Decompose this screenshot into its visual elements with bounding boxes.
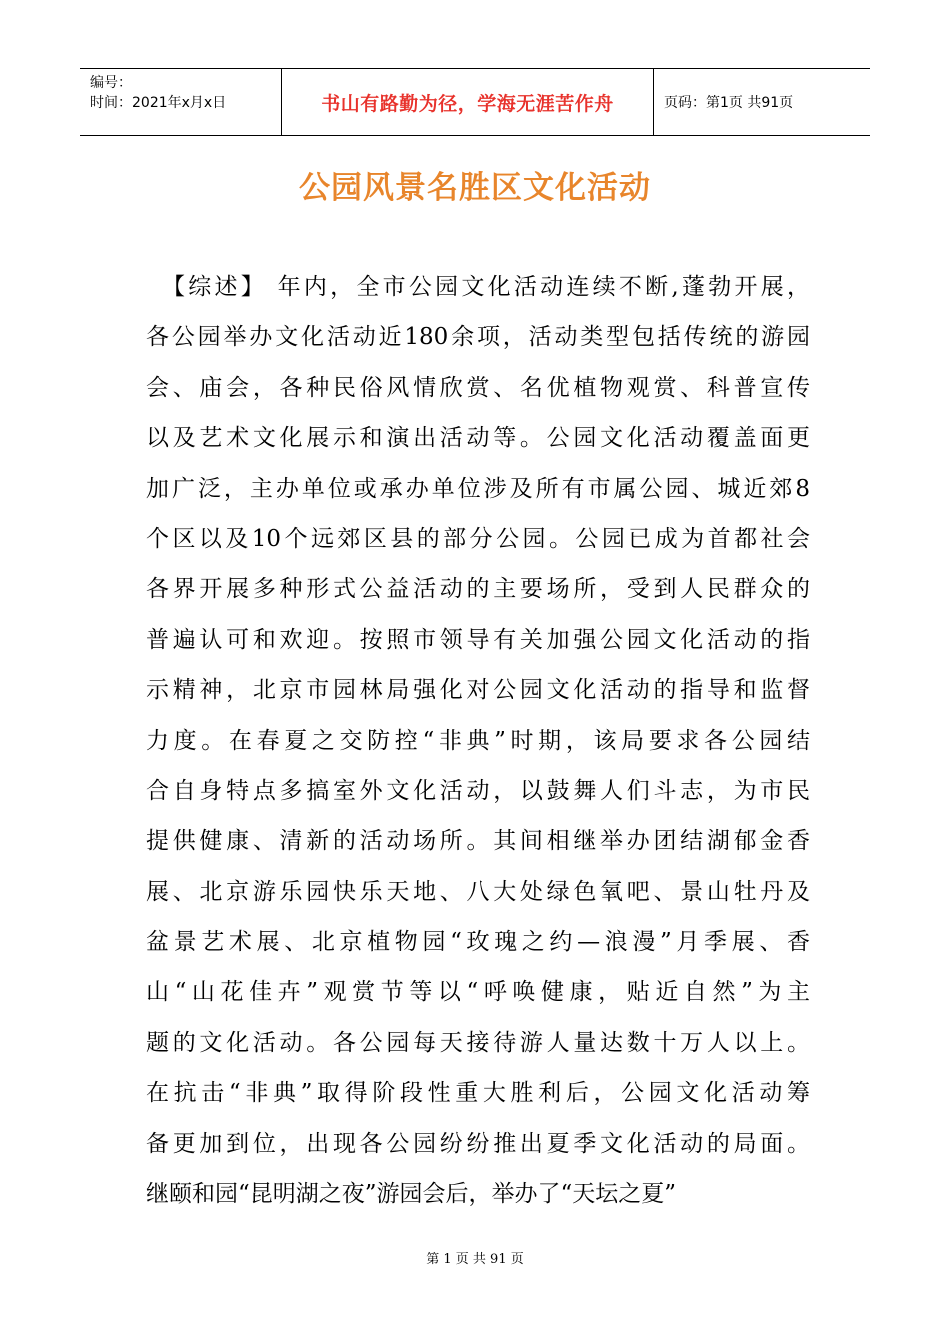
- body-line: 以及艺术文化展示和演出活动等。公园文化活动覆盖面更: [146, 425, 810, 452]
- page-info: 页码：第1页 共91页: [664, 95, 794, 111]
- serial-number-label: 编号：: [90, 75, 132, 91]
- body-line: 会、庙会，各种民俗风情欣赏、名优植物观赏、科普宣传: [146, 374, 810, 401]
- body-line: 备更加到位，出现各公园纷纷推出夏季文化活动的局面。: [146, 1130, 810, 1157]
- header-meta-cell: [80, 69, 282, 135]
- body-line: 个区以及10个远郊区县的部分公园。公园已成为首都社会: [146, 525, 810, 552]
- body-line: 普遍认可和欢迎。按照市领导有关加强公园文化活动的指: [146, 626, 810, 653]
- page-footer: [0, 1248, 950, 1267]
- header-page-cell: [654, 69, 870, 135]
- body-line: 展、北京游乐园快乐天地、八大处绿色氧吧、景山牡丹及: [146, 878, 810, 905]
- body-line: 示精神，北京市园林局强化对公园文化活动的指导和监督: [146, 677, 810, 704]
- motto-text: 书山有路勤为径，学海无涯苦作舟: [321, 92, 614, 115]
- body-line: 合自身特点多搞室外文化活动，以鼓舞人们斗志，为市民: [146, 777, 810, 804]
- body-line: 提供健康、清新的活动场所。其间相继举办团结湖郁金香: [146, 828, 810, 855]
- document-body: [146, 262, 810, 1219]
- body-line: 加广泛，主办单位或承办单位涉及所有市属公园、城近郊8: [146, 475, 810, 502]
- document-header: [80, 68, 870, 136]
- date-label: 时间：2021年x月x日: [90, 95, 227, 111]
- header-motto-cell: [282, 69, 654, 135]
- body-line: 力度。在春夏之交防控“非典”时期，该局要求各公园结: [146, 727, 810, 754]
- body-line: 盆景艺术展、北京植物园“玫瑰之约—浪漫”月季展、香: [146, 929, 810, 956]
- body-line: 在抗击“非典”取得阶段性重大胜利后，公园文化活动筹: [146, 1080, 810, 1107]
- body-line: 【综述】 年内，全市公园文化活动连续不断,蓬勃开展，: [162, 274, 810, 300]
- body-line: 各界开展多种形式公益活动的主要场所，受到人民群众的: [146, 576, 810, 603]
- document-title: 公园风景名胜区文化活动: [299, 170, 651, 206]
- body-line: 题的文化活动。各公园每天接待游人量达数十万人以上。: [146, 1029, 810, 1056]
- body-line: 继颐和园“昆明湖之夜”游园会后，举办了“天坛之夏”: [146, 1181, 677, 1208]
- footer-page-number: 第 1 页 共 91 页: [426, 1252, 524, 1267]
- body-line: 山“山花佳卉”观赏节等以“呼唤健康，贴近自然”为主: [146, 979, 810, 1006]
- body-line: 各公园举办文化活动近180余项，活动类型包括传统的游园: [146, 324, 810, 351]
